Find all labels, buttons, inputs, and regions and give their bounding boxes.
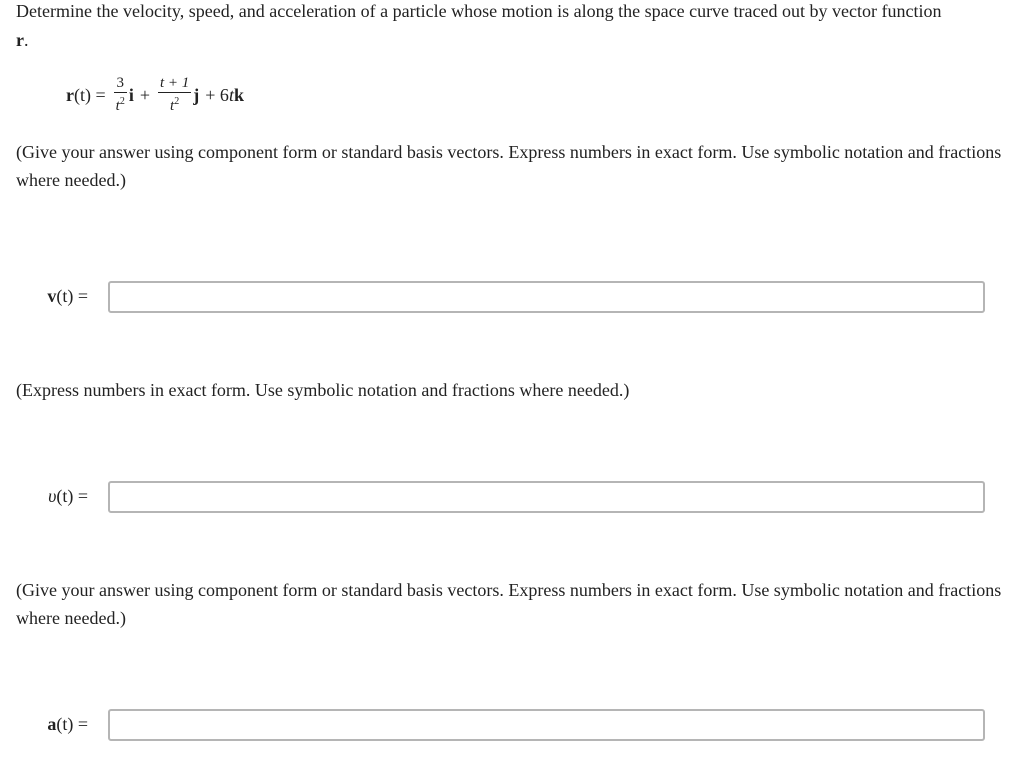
acceleration-label: a(t) = (47, 714, 88, 734)
eq-fraction-2 (158, 75, 191, 115)
eq-fraction-1-numerator: 3 (116, 75, 124, 91)
eq-unit-i: i (128, 84, 134, 105)
eq-lhs: r (66, 84, 74, 105)
eq-fraction-2-denominator: $t^2$ (170, 96, 180, 114)
speed-answer-input[interactable] (108, 481, 985, 513)
velocity-label: v(t) = (47, 286, 88, 306)
speed-instruction: (Express numbers in exact form. Use symbolic notation and fractions where needed.) (16, 380, 630, 400)
vector-function-name: r. (16, 30, 29, 50)
acceleration-instruction: (Give your answer using component form or standard basis vectors. Express numbers in exact form. Use symbolic notation and fractions where needed.) (16, 580, 1002, 628)
eq-term3-var: t (228, 84, 234, 105)
velocity-answer-input[interactable] (108, 281, 985, 313)
eq-fraction-2-numerator: t + 1 (159, 75, 190, 91)
question-intro: Determine the velocity, speed, and acceleration of a particle whose motion is along the space curve traced out by vector function (16, 1, 942, 21)
eq-lhs-arg: (t) = (74, 84, 106, 105)
eq-plus-2: + 6 (205, 84, 229, 105)
velocity-instruction: (Give your answer using component form or standard basis vectors. Express numbers in exact form. Use symbolic notation and fractions where needed.) (16, 142, 1002, 190)
eq-plus-1: + (139, 84, 150, 105)
speed-label: υ(t) = (48, 486, 88, 506)
acceleration-answer-input[interactable] (108, 709, 985, 741)
eq-fraction-1 (114, 75, 127, 115)
vector-function-equation (66, 72, 244, 118)
eq-unit-k: k (233, 84, 244, 105)
eq-unit-j: j (193, 84, 200, 105)
eq-fraction-1-denominator: $t^2$ (115, 96, 125, 114)
